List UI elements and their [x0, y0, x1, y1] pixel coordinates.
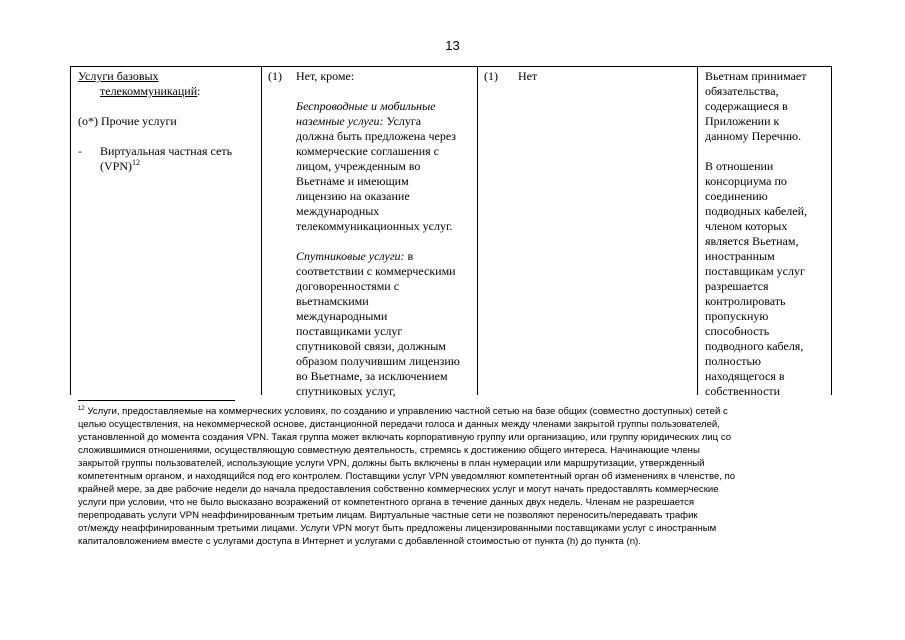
satellite-text-line: поставщиками услуг [296, 324, 403, 338]
satellite-heading-line [296, 249, 474, 264]
satellite-text-line: во Вьетнаме, за исключением [296, 369, 448, 383]
vpn-dash: - [78, 144, 82, 158]
footnote-line: установленной до момента создания VPN. Такая группа может включать корпоративную группу или организацию, или группу юридических лиц со [78, 432, 732, 443]
commitment-line: подводного кабеля, [705, 339, 804, 353]
spacer [705, 144, 829, 159]
footnote-line: компетентным органом, и находящийся под его контролем. Поставщики услуг VPN уведомляют компетентный орган об изменениях в членстве, по [78, 471, 736, 482]
table-top-border [70, 66, 832, 67]
footnote-line: целью осуществления, на некоммерческой основе, дистанционной передачи голоса и данных между членами закрытой группы пользователей, [78, 419, 720, 430]
commitment-line: Вьетнам принимает [705, 69, 807, 83]
table-border-left [70, 66, 71, 395]
footnote-line: закрытой группы пользователей, использующие услуги VPN, должны быть включены в план нумерации или маршрутизации, утвержденный [78, 458, 705, 469]
vpn-footnote-ref[interactable]: 12 [132, 158, 140, 167]
footnote-number: 12 [78, 406, 85, 412]
table-border-col3 [477, 66, 478, 395]
commitment-line: В отношении [705, 159, 774, 173]
satellite-text-start: в [404, 249, 414, 263]
table-border-right [831, 66, 832, 395]
commitment-line: поставщикам услуг [705, 264, 805, 278]
wireless-heading-italic: наземные услуги: [296, 114, 384, 128]
market-access-marker: (1) [268, 69, 282, 83]
commitment-line: способность [705, 324, 770, 338]
wireless-heading-line1: Беспроводные и мобильные [296, 99, 436, 113]
vpn-label-line1: Виртуальная частная сеть [100, 144, 233, 158]
satellite-text-line: международными [296, 309, 388, 323]
footnote-line: от/между неаффинированным третьими лицами. Услуги VPN могут быть предложены лицензированными поставщиками услуг с иностранным [78, 523, 717, 534]
subsector-marker: (o*) [78, 114, 98, 128]
commitment-line: пропускную [705, 309, 769, 323]
commitment-line: содержащиеся в [705, 99, 788, 113]
satellite-text-line: соответствии с коммерческими [296, 264, 456, 278]
spacer [78, 99, 258, 114]
national-treatment-text: Нет [518, 69, 538, 83]
commitment-line: соединению [705, 189, 768, 203]
satellite-heading-italic: Спутниковые услуги: [296, 249, 405, 263]
satellite-text-line: вьетнамскими [296, 294, 369, 308]
commitment-line: разрешается [705, 279, 769, 293]
subsector-label: Прочие услуги [101, 114, 177, 128]
wireless-text-line: коммерческие соглашения с [296, 144, 439, 158]
satellite-text-line: договоренностями с [296, 279, 400, 293]
vpn-label-line2 [100, 159, 258, 174]
wireless-text-start: Услуга [383, 114, 422, 128]
commitment-line: консорциума по [705, 174, 787, 188]
spacer [296, 234, 474, 249]
sector-title-colon: : [197, 84, 201, 98]
vpn-label-abbrev: (VPN) [100, 159, 132, 173]
commitment-line: собственности [705, 384, 781, 398]
commitment-line: иностранным [705, 249, 775, 263]
footnote-text: Услуги, предоставляемые на коммерческих условиях, по созданию и управлению частной сетью на базе общих (совместно доступных) сетей с [84, 406, 728, 417]
vpn-service-item [78, 144, 258, 174]
footnote-line: капиталовложением вместе с услугами доступа в Интернет и услугами с добавленной стоимостью от пункта (h) до пункта (n). [78, 536, 641, 547]
subsector-other-services [78, 114, 258, 129]
national-treatment-marker: (1) [484, 69, 498, 83]
footnote-line [78, 405, 838, 418]
footnote-line: перепродавать услуги VPN неаффинированным третьим лицам. Виртуальные частные сети не позволяют переносить/передавать трафик [78, 510, 698, 521]
sector-title-line2 [78, 84, 258, 99]
spacer [296, 84, 474, 99]
wireless-text-line: телекоммуникационных услуг. [296, 219, 453, 233]
additional-commitments-cell [705, 69, 829, 399]
wireless-text-line: международных [296, 204, 380, 218]
wireless-text-line: лицом, учрежденным во [296, 159, 421, 173]
commitment-line: Приложении к [705, 114, 780, 128]
commitment-line: полностью [705, 354, 761, 368]
wireless-text-line: лицензию на оказание [296, 189, 410, 203]
footnote [78, 405, 838, 548]
market-access-lead: Нет, кроме: [296, 69, 355, 83]
market-access-cell [268, 69, 474, 399]
commitment-line: данному Перечню. [705, 129, 802, 143]
commitment-line: обязательства, [705, 84, 779, 98]
national-treatment-cell [484, 69, 694, 84]
wireless-heading-line2 [296, 114, 474, 129]
satellite-text-line: спутниковых услуг, [296, 384, 396, 398]
spacer [78, 129, 258, 144]
commitment-line: членом которых [705, 219, 788, 233]
wireless-text-line: Вьетнаме и имеющим [296, 174, 409, 188]
footnote-line: крайней мере, за две рабочие недели до начала предоставления собственно коммерческих услуг и могут начать предоставлять коммерческие [78, 484, 719, 495]
commitment-line: находящегося в [705, 369, 785, 383]
commitment-line: является Вьетнам, [705, 234, 799, 248]
sector-cell [78, 69, 258, 174]
footnote-line: услуги при условии, что не было высказано возражений от компетентного органа в течение данных двух недель. Членам не разрешается [78, 497, 695, 508]
page-number: 13 [445, 38, 460, 53]
sector-title-line2-text: телекоммуникаций [100, 84, 198, 98]
satellite-text-line: спутниковой связи, должным [296, 339, 446, 353]
footnote-line: сложившимися отношениями, осуществляющую совместную деятельность, стремясь к достижению общего интереса. Начинающие члены [78, 445, 700, 456]
commitment-line: подводных кабелей, [705, 204, 807, 218]
footnote-separator [78, 400, 235, 401]
table-border-col4 [697, 66, 698, 395]
wireless-text-line: должна быть предложена через [296, 129, 457, 143]
sector-title-line1: Услуги базовых [78, 69, 159, 83]
satellite-text-line: образом получившим лицензию [296, 354, 460, 368]
commitment-line: контролировать [705, 294, 786, 308]
table-border-col2 [261, 66, 262, 395]
